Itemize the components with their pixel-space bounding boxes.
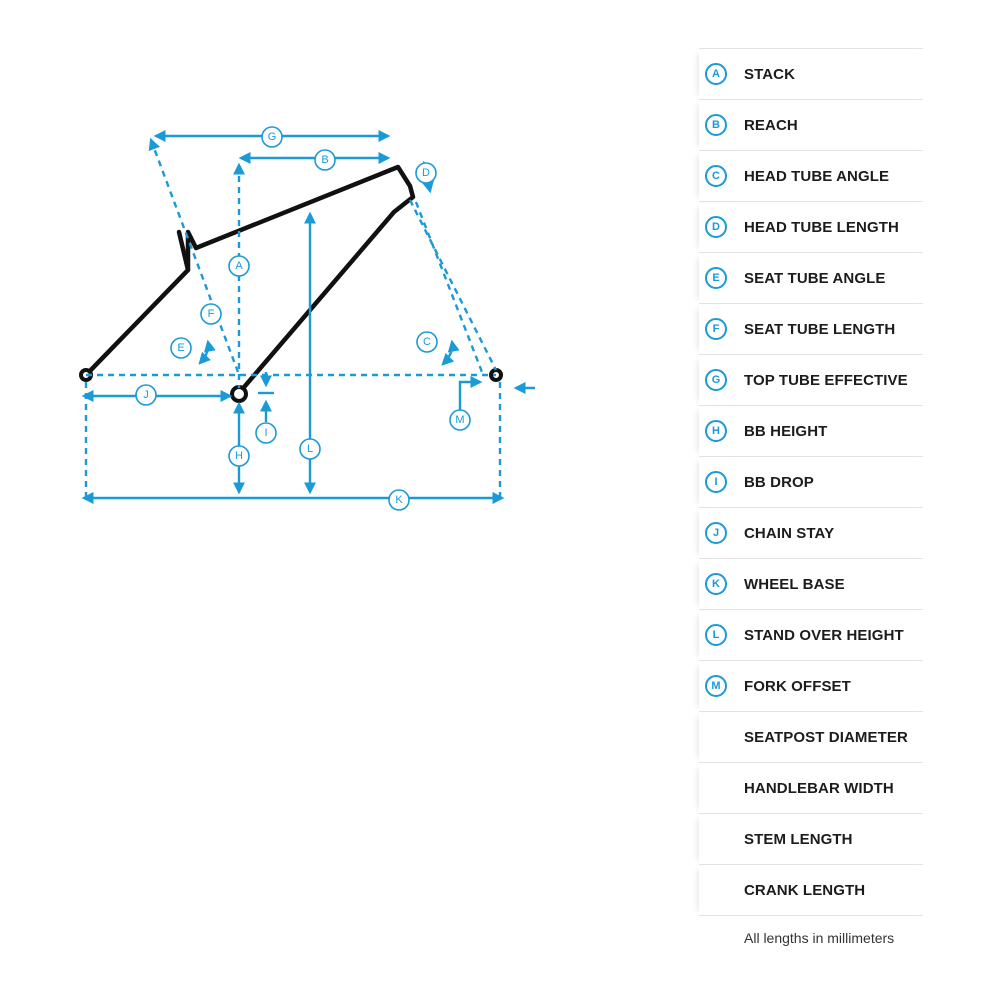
badge-k — [389, 490, 409, 510]
legend-label: STAND OVER HEIGHT — [744, 626, 904, 644]
legend-badge: L — [705, 624, 727, 646]
legend-label: REACH — [744, 116, 798, 134]
badge-e — [171, 338, 191, 358]
legend-label: WHEEL BASE — [744, 575, 845, 593]
legend-row — [699, 202, 923, 253]
legend-row — [699, 253, 923, 304]
legend-row — [699, 355, 923, 406]
badge-k-text: K — [395, 494, 403, 506]
badge-d-text: D — [422, 167, 430, 179]
badge-m-text: M — [455, 414, 465, 426]
legend-row — [699, 559, 923, 610]
badge-f — [201, 304, 221, 324]
frame-outline — [86, 167, 413, 393]
badge-c-text: C — [423, 336, 431, 348]
legend-label: STEM LENGTH — [744, 830, 853, 848]
badge-i — [256, 423, 276, 443]
legend-label: SEATPOST DIAMETER — [744, 728, 908, 746]
badge-c — [417, 332, 437, 352]
badge-l — [300, 439, 320, 459]
legend-badge: J — [705, 522, 727, 544]
legend-label: HEAD TUBE ANGLE — [744, 167, 890, 185]
legend-label: FORK OFFSET — [744, 677, 851, 695]
legend-row — [699, 151, 923, 202]
legend-row — [699, 712, 923, 763]
badge-d — [416, 163, 436, 183]
legend-row — [699, 49, 923, 100]
legend-row — [699, 814, 923, 865]
badge-g — [262, 127, 282, 147]
legend-badge: K — [705, 573, 727, 595]
legend-badge: A — [705, 63, 727, 85]
legend-label: HANDLEBAR WIDTH — [744, 779, 894, 797]
legend-row — [699, 304, 923, 355]
legend-badge: B — [705, 114, 727, 136]
legend-badge: F — [705, 318, 727, 340]
legend-row — [699, 661, 923, 712]
badge-m — [450, 410, 470, 430]
legend-badge: D — [705, 216, 727, 238]
badge-f-text: F — [207, 308, 215, 320]
badge-l-text: L — [306, 443, 314, 455]
legend-label: CRANK LENGTH — [744, 881, 866, 899]
badge-b — [315, 150, 335, 170]
legend-badge: C — [705, 165, 727, 187]
bottom-bracket — [232, 387, 246, 401]
legend-row — [699, 610, 923, 661]
badge-g-text: G — [267, 131, 277, 143]
badge-b-text: B — [321, 154, 329, 166]
legend-label: BB HEIGHT — [744, 422, 828, 440]
legend-top-spacer — [699, 0, 923, 49]
legend-badge: H — [705, 420, 727, 442]
legend-label: STACK — [744, 65, 796, 83]
badge-a — [229, 256, 249, 276]
legend-badge: M — [705, 675, 727, 697]
legend-label: TOP TUBE EFFECTIVE — [744, 371, 908, 389]
legend-label: CHAIN STAY — [744, 524, 835, 542]
legend-label: BB DROP — [744, 473, 814, 491]
legend-label: HEAD TUBE LENGTH — [744, 218, 899, 236]
legend-row — [699, 406, 923, 457]
units-note: All lengths in millimeters — [744, 930, 895, 946]
legend-row — [699, 865, 923, 916]
badge-h — [229, 446, 249, 466]
badge-j — [136, 385, 156, 405]
geometry-diagram — [0, 0, 560, 560]
legend-badge: E — [705, 267, 727, 289]
legend-row — [699, 508, 923, 559]
badge-e-text: E — [177, 342, 185, 354]
legend-badge: I — [705, 471, 727, 493]
legend-row — [699, 763, 923, 814]
legend-label: SEAT TUBE LENGTH — [744, 320, 896, 338]
badge-j-text: J — [143, 389, 149, 401]
badge-i-text: I — [264, 427, 268, 439]
legend-badge: G — [705, 369, 727, 391]
legend-row — [699, 457, 923, 508]
badge-a-text: A — [235, 260, 243, 272]
legend-label: SEAT TUBE ANGLE — [744, 269, 886, 287]
badge-h-text: H — [235, 450, 243, 462]
bike-frame — [81, 167, 501, 401]
legend-row — [699, 100, 923, 151]
geometry-legend — [699, 0, 923, 946]
